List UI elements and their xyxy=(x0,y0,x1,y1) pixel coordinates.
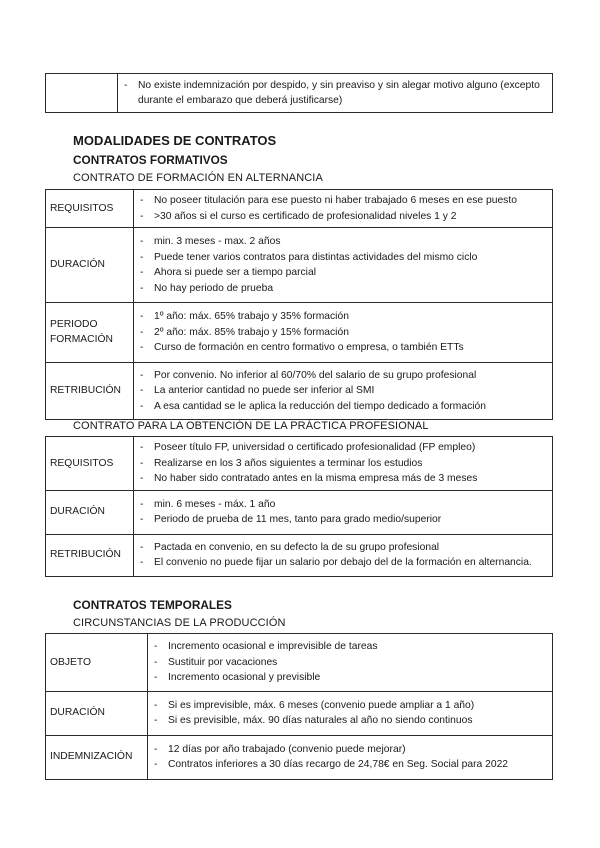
list-item: - Puede tener varios contratos para distintas actividades del mismo ciclo xyxy=(140,250,548,266)
section-formativos xyxy=(45,133,553,185)
page-heading: MODALIDADES DE CONTRATOS xyxy=(73,133,277,148)
table-row xyxy=(46,437,553,491)
list-item: - Contratos inferiores a 30 días recargo de 24,78€ en Seg. Social para 2022 xyxy=(154,757,548,773)
list-item: - Incremento ocasional y previsible xyxy=(154,670,548,686)
list-item: - No existe indemnización por despido, y sin preaviso y sin alegar motivo alguno (excepto durante el embarazo que deberá justificarse) xyxy=(124,78,548,109)
row-label: DURACIÓN xyxy=(46,228,134,303)
list-item: - Periodo de prueba de 11 mes, tanto para grado medio/superior xyxy=(140,512,548,528)
row-label: OBJETO xyxy=(46,634,148,692)
row-content xyxy=(148,691,553,735)
section-title: CONTRATOS FORMATIVOS xyxy=(73,153,228,167)
list-item: - Sustituir por vacaciones xyxy=(154,655,548,671)
list-item: - La anterior cantidad no puede ser inferior al SMI xyxy=(140,383,548,399)
list-item: - No poseer titulación para ese puesto ni haber trabajado 6 meses en ese puesto xyxy=(140,193,548,209)
list-item: - Poseer título FP, universidad o certificado profesionalidad (FP empleo) xyxy=(140,440,548,456)
list-item: - Si es imprevisible, máx. 6 meses (convenio puede ampliar a 1 año) xyxy=(154,698,548,714)
list-item: - No haber sido contratado antes en la misma empresa más de 3 meses xyxy=(140,471,548,487)
table-caption: CIRCUNSTANCIAS DE LA PRODUCCIÓN xyxy=(73,617,286,629)
list-item: - 2º año: máx. 85% trabajo y 15% formación xyxy=(140,325,548,341)
table-row xyxy=(46,303,553,363)
row-label: REQUISITOS xyxy=(46,190,134,228)
formacion-alternancia-table xyxy=(45,189,553,420)
table-row xyxy=(46,190,553,228)
section-temporales xyxy=(45,598,553,630)
list-item: - Ahora si puede ser a tiempo parcial xyxy=(140,265,548,281)
row-content xyxy=(134,534,553,576)
row-label: PERIODO FORMACIÓN xyxy=(46,303,134,363)
row-label: INDEMNIZACIÓN xyxy=(46,735,148,779)
table-caption: CONTRATO DE FORMACIÓN EN ALTERNANCIA xyxy=(73,172,323,184)
list-item: - Por convenio. No inferior al 60/70% del salario de su grupo profesional xyxy=(140,368,548,384)
practica-profesional-table xyxy=(45,436,553,577)
row-label: RETRIBUCIÓN xyxy=(46,534,134,576)
row-label: RETRIBUCIÓN xyxy=(46,362,134,420)
table-row xyxy=(46,634,553,692)
row-label: REQUISITOS xyxy=(46,437,134,491)
table-caption xyxy=(45,419,553,433)
list-item: - 12 días por año trabajado (convenio puede mejorar) xyxy=(154,742,548,758)
row-label xyxy=(46,74,118,113)
table-row xyxy=(46,362,553,420)
table-row xyxy=(46,691,553,735)
row-content xyxy=(148,735,553,779)
table-row xyxy=(46,228,553,303)
list-item: - No hay periodo de prueba xyxy=(140,281,548,297)
row-content xyxy=(134,437,553,491)
section-title: CONTRATOS TEMPORALES xyxy=(73,598,232,612)
table-row xyxy=(46,534,553,576)
caption-text: CONTRATO PARA LA OBTENCIÓN DE LA PRÁCTICA PROFESIONAL xyxy=(73,420,429,432)
list-item: - El convenio no puede fijar un salario por debajo del de la formación en alternancia. xyxy=(140,555,548,571)
table-row xyxy=(46,490,553,534)
table-row xyxy=(46,735,553,779)
row-label: DURACIÓN xyxy=(46,691,148,735)
row-content xyxy=(134,190,553,228)
table-row xyxy=(46,74,553,113)
continuation-table xyxy=(45,73,553,113)
list-item: - Si es previsible, máx. 90 días naturales al año no siendo continuos xyxy=(154,713,548,729)
list-item: - 1º año: máx. 65% trabajo y 35% formación xyxy=(140,309,548,325)
row-content xyxy=(148,634,553,692)
row-content xyxy=(118,74,553,113)
list-item: - Pactada en convenio, en su defecto la de su grupo profesional xyxy=(140,540,548,556)
row-content xyxy=(134,228,553,303)
row-label: DURACIÓN xyxy=(46,490,134,534)
list-item: - A esa cantidad se le aplica la reducción del tiempo dedicado a formación xyxy=(140,399,548,415)
row-content xyxy=(134,362,553,420)
list-item: - min. 3 meses - max. 2 años xyxy=(140,234,548,250)
list-item: - Incremento ocasional e imprevisible de tareas xyxy=(154,639,548,655)
list-item: - Curso de formación en centro formativo o empresa, o también ETTs xyxy=(140,340,548,356)
row-content xyxy=(134,303,553,363)
circunstancias-produccion-table xyxy=(45,633,553,780)
row-content xyxy=(134,490,553,534)
list-item: - >30 años si el curso es certificado de profesionalidad niveles 1 y 2 xyxy=(140,209,548,225)
list-item: - min. 6 meses - máx. 1 año xyxy=(140,497,548,513)
list-item: - Realizarse en los 3 años siguientes a terminar los estudios xyxy=(140,456,548,472)
